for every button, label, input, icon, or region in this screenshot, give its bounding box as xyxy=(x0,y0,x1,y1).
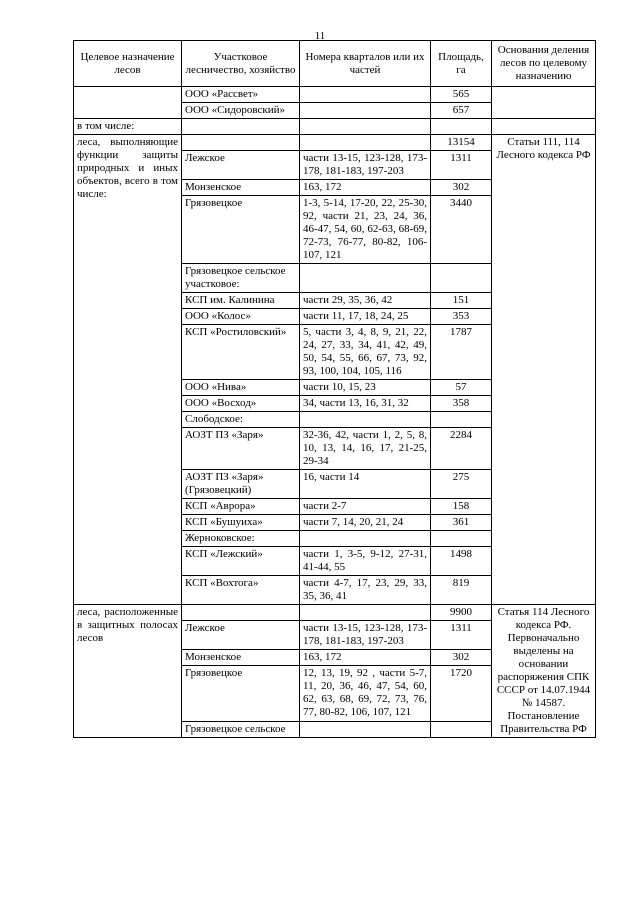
quarters-cell: части 7, 14, 20, 21, 24 xyxy=(300,515,431,531)
quarters-cell xyxy=(300,412,431,428)
total-area-cell: 9900 xyxy=(431,605,492,621)
area-cell: 275 xyxy=(431,470,492,499)
area-cell: 565 xyxy=(431,87,492,103)
forestry-cell: КСП им. Калинина xyxy=(182,293,300,309)
forestry-cell: КСП «Вохтога» xyxy=(182,576,300,605)
quarters-cell: части 13-15, 123-128, 173-178, 181-183, 197-203 xyxy=(300,621,431,650)
table-header-row xyxy=(74,41,596,87)
forestry-cell: Монзенское xyxy=(182,650,300,666)
area-cell xyxy=(431,264,492,293)
forestry-cell: Монзенское xyxy=(182,180,300,196)
quarters-cell: 32-36, 42, части 1, 2, 5, 8, 10, 13, 14, 16, 17, 21-25, 29-34 xyxy=(300,428,431,470)
area-cell: 819 xyxy=(431,576,492,605)
page-number: 11 xyxy=(314,30,326,42)
forestry-cell: Лежское xyxy=(182,621,300,650)
forestry-cell: КСП «Лежский» xyxy=(182,547,300,576)
purpose-protective-strips: леса, расположенные в защитных полосах лесов xyxy=(74,605,182,738)
quarters-cell xyxy=(300,721,431,737)
forestry-cell: АОЗТ ПЗ «Заря» xyxy=(182,428,300,470)
forestry-cell: ООО «Рассвет» xyxy=(182,87,300,103)
quarters-cell: 1-3, 5-14, 17-20, 22, 25-30, 92, части 21, 23, 24, 36, 46-47, 54, 60, 62-63, 68-69, 72-73, 76-77, 80-82, 106-107, 121 xyxy=(300,196,431,264)
quarters-cell xyxy=(300,135,431,151)
basis-cell-empty xyxy=(492,87,596,119)
forestry-cell: ООО «Колос» xyxy=(182,309,300,325)
table-row xyxy=(74,87,596,103)
including-label: в том числе: xyxy=(74,119,182,135)
quarters-cell xyxy=(300,119,431,135)
forestry-cell: КСП «Ростиловский» xyxy=(182,325,300,380)
area-cell xyxy=(431,721,492,737)
area-cell: 1498 xyxy=(431,547,492,576)
quarters-cell: 16, части 14 xyxy=(300,470,431,499)
forestry-cell: Жерноковское: xyxy=(182,531,300,547)
area-cell: 358 xyxy=(431,396,492,412)
area-cell: 302 xyxy=(431,180,492,196)
forestry-cell: Грязовецкое сельское участковое: xyxy=(182,264,300,293)
area-cell: 361 xyxy=(431,515,492,531)
table-row xyxy=(74,119,596,135)
header-forestry: Участковое лесничество, хозяйство xyxy=(182,41,300,87)
area-cell: 158 xyxy=(431,499,492,515)
quarters-cell: части 4-7, 17, 23, 29, 33, 35, 36, 41 xyxy=(300,576,431,605)
quarters-cell: 5, части 3, 4, 8, 9, 21, 22, 24, 27, 33, 34, 41, 42, 49, 50, 54, 55, 66, 67, 73, 92, 93, 100, 104, 105, 116 xyxy=(300,325,431,380)
forestry-cell: Лежское xyxy=(182,151,300,180)
quarters-cell: 34, части 13, 16, 31, 32 xyxy=(300,396,431,412)
header-basis: Основания деления лесов по целевому назначению xyxy=(492,41,596,87)
area-cell: 1720 xyxy=(431,666,492,721)
area-cell xyxy=(431,531,492,547)
forestry-cell: Грязовецкое сельское xyxy=(182,721,300,737)
quarters-cell xyxy=(300,103,431,119)
table-row xyxy=(74,605,596,621)
header-quarters: Номера кварталов или их частей xyxy=(300,41,431,87)
area-cell: 2284 xyxy=(431,428,492,470)
quarters-cell: 163, 172 xyxy=(300,180,431,196)
quarters-cell: части 29, 35, 36, 42 xyxy=(300,293,431,309)
quarters-cell: части 2-7 xyxy=(300,499,431,515)
forestry-cell xyxy=(182,135,300,151)
forestry-cell: Слободское: xyxy=(182,412,300,428)
quarters-cell xyxy=(300,264,431,293)
area-cell xyxy=(431,412,492,428)
quarters-cell xyxy=(300,87,431,103)
forestry-cell: ООО «Сидоровский» xyxy=(182,103,300,119)
forestry-cell xyxy=(182,119,300,135)
quarters-cell: части 10, 15, 23 xyxy=(300,380,431,396)
forestry-cell: ООО «Нива» xyxy=(182,380,300,396)
forestry-cell: КСП «Бушуиха» xyxy=(182,515,300,531)
forest-purpose-table xyxy=(73,40,596,738)
quarters-cell: 163, 172 xyxy=(300,650,431,666)
quarters-cell xyxy=(300,531,431,547)
table-row xyxy=(74,135,596,151)
area-cell: 57 xyxy=(431,380,492,396)
area-cell: 302 xyxy=(431,650,492,666)
quarters-cell: 12, 13, 19, 92 , части 5-7, 11, 20, 36, 46, 47, 54, 60, 62, 63, 68, 69, 72, 73, 76, 77, 80-82, 106, 107, 121 xyxy=(300,666,431,721)
forestry-cell: АОЗТ ПЗ «Заря» (Грязовецкий) xyxy=(182,470,300,499)
basis-cell: Статьи 111, 114 Лесного кодекса РФ xyxy=(492,135,596,605)
basis-cell: Статья 114 Лесного кодекса РФ. Первоначально выделены на основании распоряжения СПК СССР от 14.07.1944 № 14587. Постановление Правительства РФ xyxy=(492,605,596,738)
quarters-cell: части 1, 3-5, 9-12, 27-31, 41-44, 55 xyxy=(300,547,431,576)
forestry-cell xyxy=(182,605,300,621)
area-cell: 353 xyxy=(431,309,492,325)
header-area: Площадь, га xyxy=(431,41,492,87)
area-cell: 151 xyxy=(431,293,492,309)
area-cell: 1311 xyxy=(431,621,492,650)
area-cell: 657 xyxy=(431,103,492,119)
quarters-cell: части 11, 17, 18, 24, 25 xyxy=(300,309,431,325)
purpose-cell-empty xyxy=(74,87,182,119)
forestry-cell: КСП «Аврора» xyxy=(182,499,300,515)
total-area-cell: 13154 xyxy=(431,135,492,151)
forestry-cell: Грязовецкое xyxy=(182,196,300,264)
quarters-cell xyxy=(300,605,431,621)
purpose-protective-functions: леса, выполняющие функции защиты природных и иных объектов, всего в том числе: xyxy=(74,135,182,605)
forestry-cell: Грязовецкое xyxy=(182,666,300,721)
header-purpose: Целевое назначение лесов xyxy=(74,41,182,87)
forestry-cell: ООО «Восход» xyxy=(182,396,300,412)
quarters-cell: части 13-15, 123-128, 173-178, 181-183, 197-203 xyxy=(300,151,431,180)
basis-cell xyxy=(492,119,596,135)
area-cell: 1787 xyxy=(431,325,492,380)
area-cell: 3440 xyxy=(431,196,492,264)
area-cell xyxy=(431,119,492,135)
area-cell: 1311 xyxy=(431,151,492,180)
